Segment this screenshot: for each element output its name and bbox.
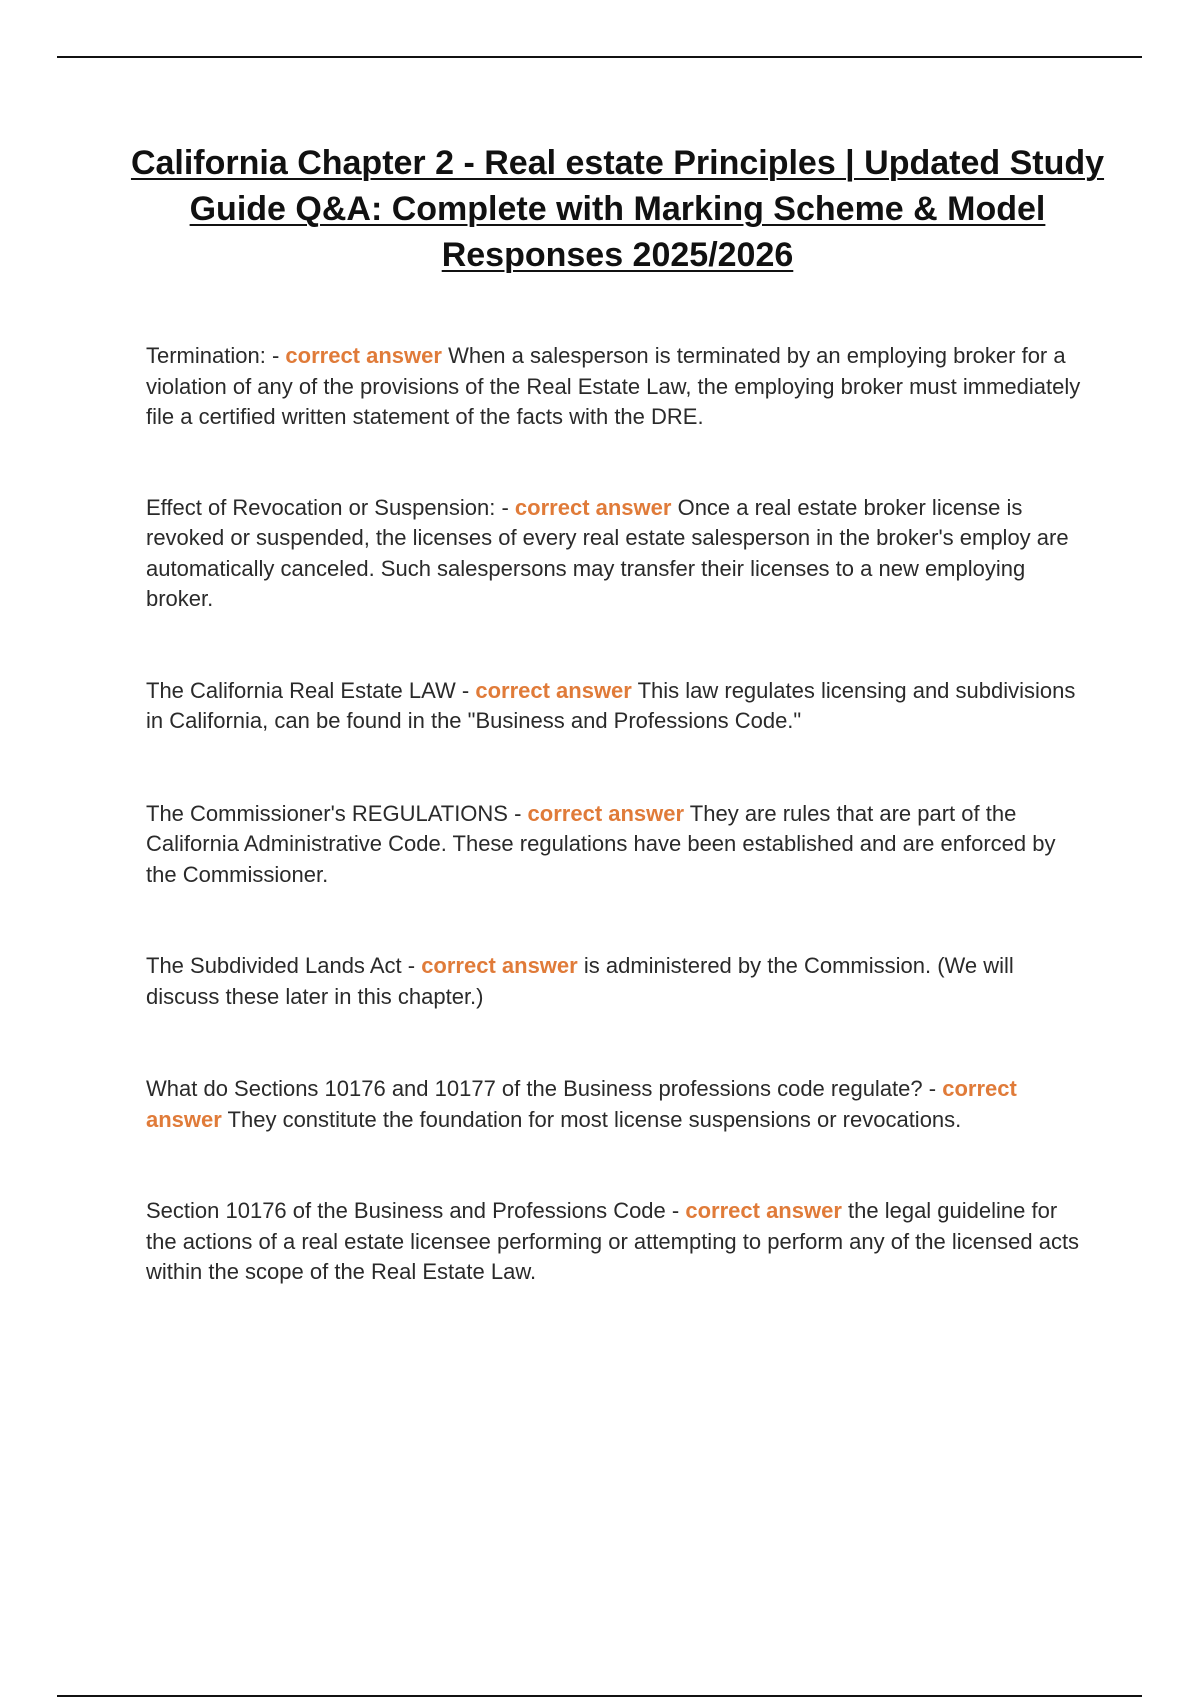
qa-question: The Commissioner's REGULATIONS - (146, 800, 522, 826)
top-rule (57, 56, 1142, 58)
bottom-rule (57, 1695, 1142, 1697)
qa-question: Termination: - (146, 343, 280, 368)
qa-item (146, 1074, 1091, 1135)
qa-answer: This law regulates licensing and subdivisions in California, can be found in the "Business and Professions Code." (146, 677, 1076, 733)
qa-item (146, 493, 1091, 615)
qa-question: The Subdivided Lands Act - (146, 953, 416, 978)
qa-item (146, 676, 1091, 737)
qa-item (146, 1196, 1091, 1288)
qa-answer: They are rules that are part of the California Administrative Code. These regulations have been established and are enforced by the Commissioner. (146, 800, 1056, 887)
qa-item (146, 951, 1091, 1012)
qa-list (146, 341, 1091, 1288)
qa-question: The California Real Estate LAW - (146, 677, 470, 703)
correct-answer-label: correct answer (146, 1076, 1017, 1132)
qa-answer: They constitute the foundation for most license suspensions or revocations. (227, 1106, 962, 1132)
qa-answer: the legal guideline for the actions of a real estate licensee performing or attempting to perform any of the licensed acts within the scope of the Real Estate Law. (146, 1198, 1080, 1284)
qa-answer: is administered by the Commission. (We will discuss these later in this chapter.) (146, 953, 1014, 1009)
qa-item (146, 341, 1091, 433)
qa-item (146, 799, 1091, 891)
correct-answer-label: correct answer (475, 677, 632, 703)
correct-answer-label: correct answer (514, 494, 672, 520)
document-title: California Chapter 2 - Real estate Principles | Updated Study Guide Q&A: Complete with Marking Scheme & Model Responses 2025/2026 (130, 144, 1105, 274)
correct-answer-label: correct answer (285, 343, 442, 368)
correct-answer-label: correct answer (527, 800, 685, 826)
correct-answer-label: correct answer (685, 1198, 842, 1223)
correct-answer-label: correct answer (421, 953, 578, 978)
qa-question: Effect of Revocation or Suspension: - (146, 494, 509, 520)
qa-question: Section 10176 of the Business and Professions Code - (146, 1198, 680, 1223)
qa-answer: Once a real estate broker license is revoked or suspended, the licenses of every real estate salesperson in the broker's employ are automatically canceled. Such salespersons may transfer their licenses to a new employing broker. (146, 494, 1069, 611)
qa-question: What do Sections 10176 and 10177 of the Business professions code regulate? - (146, 1076, 937, 1101)
qa-answer: When a salesperson is terminated by an employing broker for a violation of any of the provisions of the Real Estate Law, the employing broker must immediately file a certified written statement of the facts with the DRE. (146, 343, 1081, 429)
